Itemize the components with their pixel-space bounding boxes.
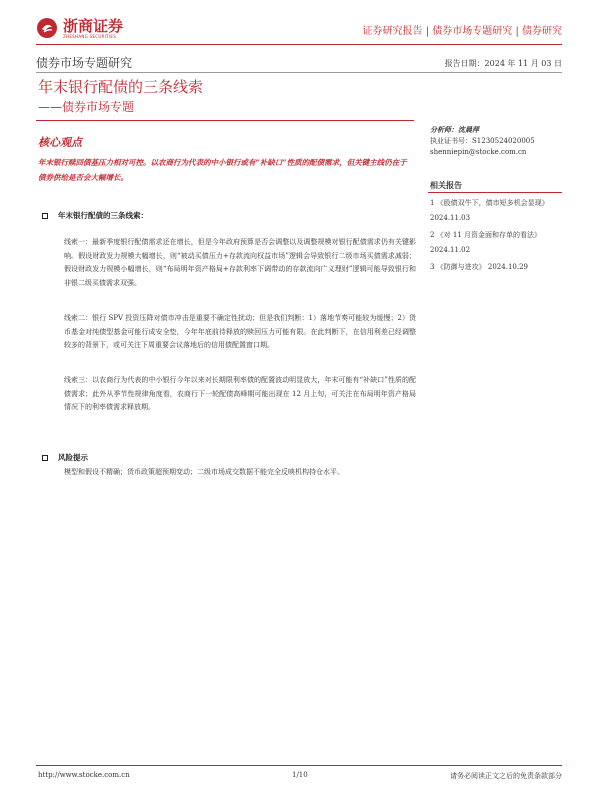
header-divider (36, 44, 562, 45)
related-reports-title: 相关报告 (430, 180, 462, 190)
related-report-item[interactable]: 1 《股债双牛下，债市短多机会显现》 2024.11.03 (430, 199, 549, 222)
zheshang-logo-icon (36, 17, 58, 39)
related-reports-list (430, 196, 564, 277)
section-heading-three-clues (42, 210, 148, 221)
related-divider (428, 192, 562, 193)
page-number: 1/10 (292, 771, 308, 779)
subtitle-divider (36, 120, 414, 121)
related-report-item[interactable]: 2 《对 11 月资金面和存单的看法》 2024.11.02 (430, 231, 542, 254)
clue-two-paragraph: 线索二：银行 SPV 投资压降对债市冲击是重要不确定性扰动；但是我们判断：1）落地节奏可能较为缓慢；2）货币基金对纯债型基金可能行成安全垫，今年年底前待释放的赎回压力可能有限。在此判断下，在信用利差已经调整较多的背景下，或可关注下周重要会议落地后的信用债配置窗口期。 (64, 314, 416, 349)
company-logo (36, 16, 146, 40)
core-view-text: 年末银行赎回债基压力相对可控。以农商行为代表的中小银行或有“补缺口”性质的配债需求，但关键主线仍在于债券供给是否会大幅增长。 (38, 158, 407, 182)
section-heading-risk (42, 452, 88, 463)
core-view-title: 核心观点 (38, 136, 82, 149)
footer-website[interactable]: http://www.stocke.com.cn (38, 771, 130, 779)
page-subtitle: ——债券市场专题 (38, 100, 135, 114)
clue-three-paragraph: 线索三：以农商行为代表的中小银行今年以来对长期限利率债的配置波动明显放大，年末可能有“补缺口”性质的配债需求；此外从季节性规律角度看，农商行下一轮配债高峰期可能出现在 12 月上旬，可关注在布局明年资产格局情况下的利率债需求释放期。 (64, 376, 416, 411)
risk-paragraph: 模型和假设不精确；货币政策超预期变动；二级市场成交数据不能完全反映机构持仓水平。 (64, 468, 344, 476)
footer-divider (36, 765, 562, 766)
logo-subtitle: ZHESHANG SECURITIES (63, 33, 117, 39)
clue-one-paragraph: 线索一：最新季度银行配债需求还在增长，但是今年政府预算是否会调整以及调整规模对银行配债需求仍有关键影响。假设财政发力规模大幅增长，则“被动买债压力+存款流向权益市场”逻辑会导致银行二级市场买债需求减弱；假设财政发力规模小幅增长，则“布局明年资产格局+存款利率下调带动的存款流向广义理财”逻辑可能导致银行和非银二级买债需求双强。 (64, 238, 416, 287)
section-heading-text: 年末银行配债的三条线索： (58, 211, 148, 220)
bullet-square-icon (42, 455, 48, 461)
section-title: 债券市场专题研究 (36, 56, 133, 70)
analyst-email[interactable]: shenniepin@stocke.com.cn (430, 148, 527, 156)
section-heading-text: 风险提示 (58, 453, 88, 462)
page-title: 年末银行配债的三条线索 (38, 78, 204, 96)
logo-name: 浙商证券 (63, 16, 124, 35)
report-date: 报告日期：2024 年 11 月 03 日 (444, 59, 562, 68)
related-report-item[interactable]: 3 《防御与进攻》 2024.10.29 (430, 263, 528, 271)
bullet-square-icon (42, 213, 48, 219)
analyst-info (430, 124, 570, 158)
footer-disclaimer: 请务必阅读正文之后的免责条款部分 (450, 772, 562, 780)
title-divider (36, 72, 562, 73)
analyst-name: 分析师：沈晨萍 (430, 125, 479, 134)
analyst-cert: 执业证书号：S1230524020005 (430, 137, 535, 145)
report-category: 证券研究报告 | 债券市场专题研究 | 债券研究 (362, 26, 562, 37)
